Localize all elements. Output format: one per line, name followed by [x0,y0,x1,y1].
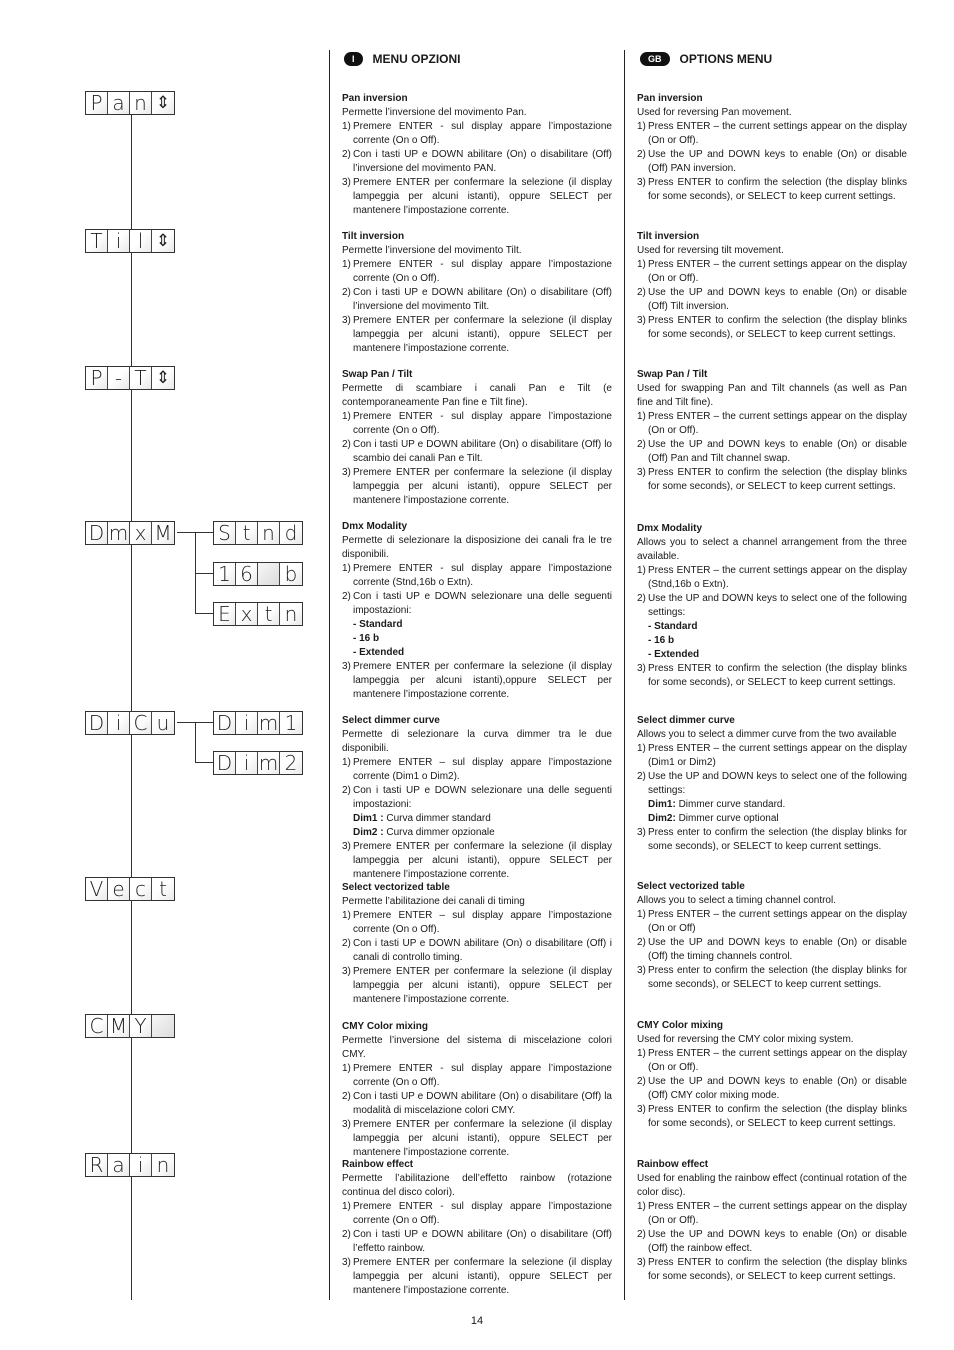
instruction-step: 2) Use the UP and DOWN keys to enable (On) or disable (Off) the rainbow effect. [637,1229,907,1254]
step-list [342,258,612,356]
section-title: Select vectorized table [342,882,450,893]
section-intro: Used for reversing Pan movement. [637,107,792,118]
section-intro: Permette l’inversione del movimento Pan. [342,107,527,118]
section-intro: Permette l’inversione del movimento Tilt. [342,245,522,256]
section-title: Select dimmer curve [637,715,735,726]
section-title: CMY Color mixing [342,1021,428,1032]
lcd-rainbow [85,1153,175,1177]
step-list [342,562,612,618]
step-list [637,742,907,798]
option-item: - 16 b [648,635,675,646]
option-item: - Extended [648,649,700,660]
section-title: Swap Pan / Tilt [637,369,708,380]
section-title: CMY Color mixing [637,1020,723,1031]
lcd-pan [85,91,175,115]
step-list [342,1062,612,1160]
lcd-char: i [130,1154,152,1176]
instruction-step: 1) Press ENTER – the current settings appear on the display (Dim1 or Dim2) [637,743,907,768]
section-intro: Permette di selezionare la disposizione dei canali fra le tre disponibili. [342,535,612,560]
instruction-step: 2) Use the UP and DOWN keys to enable (On) or disable (Off) Tilt inversion. [637,287,907,312]
option-item: - Standard [648,621,698,632]
it-section-dimmer [342,714,612,882]
instruction-step: 3) Premere ENTER per confermare la selezione (il display lampeggia per alcuni istanti), oppure SELECT per mantenere l’impostazione corrente. [342,966,612,1005]
step-list [637,908,907,992]
lcd-char: x [236,603,258,625]
lcd-blank-cell [152,1015,174,1037]
step-list [342,840,612,882]
english-header [640,52,772,66]
instruction-step: 2) Use the UP and DOWN keys to enable (On) or disable (Off) CMY color mixing mode. [637,1076,907,1101]
lcd-char: a [108,92,130,114]
lcd-blank-cell [258,563,280,585]
en-section-vector [637,880,907,992]
en-section-swap [637,368,907,494]
lcd-char: 6 [236,563,258,585]
lcd-vectorized [85,877,175,901]
instruction-step: 3) Press ENTER to confirm the selection (the display blinks for some seconds), or SELECT to keep current settings. [637,1104,907,1129]
instruction-step: 2) Use the UP and DOWN keys to enable (On) or disable (Off) PAN inversion. [637,149,907,174]
instruction-step: 3) Press ENTER to confirm the selection (the display blinks for some seconds), or SELECT to keep current settings. [637,663,907,688]
section-title: Rainbow effect [637,1159,709,1170]
instruction-step: 2) Use the UP and DOWN keys to enable (On) or disable (Off) Pan and Tilt channel swap. [637,439,907,464]
instruction-step: 2) Con i tasti UP e DOWN abilitare (On) o disabilitare (Off) lo scambio dei canali Pan e Tilt. [342,439,612,464]
lcd-char: 1 [214,563,236,585]
lcd-standard [213,521,303,545]
option-item: - Standard [353,619,403,630]
it-section-cmy [342,1020,612,1160]
lcd-pan-tilt-swap [85,366,175,390]
definition-item: Dim2 : Curva dimmer opzionale [353,827,495,838]
instruction-step: 3) Premere ENTER per confermare la selezione (il display lampeggia per alcuni istanti),oppure SELECT per mantenere l’impostazione corrente. [342,661,612,700]
lcd-char: 2 [280,752,302,774]
italian-header [344,52,461,66]
lcd-cmy [85,1014,175,1038]
instruction-step: 3) Press ENTER to confirm the selection (the display blinks for some seconds), or SELECT to keep current settings. [637,467,907,492]
step-list [342,660,612,702]
step-list [637,564,907,620]
instruction-step: 3) Press enter to confirm the selection (the display blinks for some seconds), or SELECT to keep current settings. [637,965,907,990]
lcd-char: i [108,230,130,252]
section-title: Tilt inversion [637,231,700,242]
section-title: Select vectorized table [637,881,745,892]
lcd-char: n [152,1154,174,1176]
lcd-char: T [130,367,152,389]
it-section-pan [342,92,612,218]
instruction-step: 1) Press ENTER – the current settings appear on the display (Stnd,16b o Extn). [637,565,907,590]
instruction-step: 2) Con i tasti UP e DOWN abilitare (On) o disabilitare (Off) i canali di controllo timing. [342,938,612,963]
english-badge: GB [640,52,670,66]
lcd-char: i [108,712,130,734]
step-list [342,1200,612,1298]
instruction-step: 2) Con i tasti UP e DOWN abilitare (On) o disabilitare (Off) la modalità di miscelazione colori CMY. [342,1091,612,1116]
lcd-char: m [108,521,129,545]
lcd-char: n [258,522,280,544]
dmx-branch-16b [195,573,213,574]
lcd-char: t [152,878,174,900]
step-list [637,120,907,204]
en-section-cmy [637,1019,907,1131]
lcd-char: D [214,712,236,734]
section-intro: Allows you to select a timing channel control. [637,895,836,906]
lcd-char: E [214,603,236,625]
lcd-char: Y [130,1015,152,1037]
instruction-step: 2) Use the UP and DOWN keys to enable (On) or disable (Off) the timing channels control. [637,937,907,962]
lcd-char: 1 [280,712,302,734]
definition-item: Dim2: Dimmer curve optional [648,813,779,824]
section-title: Pan inversion [637,93,703,104]
instruction-step: 3) Premere ENTER per confermare la selezione (il display lampeggia per alcuni istanti), oppure SELECT per mantenere l’impostazione corrente. [342,1257,612,1296]
option-item: - 16 b [353,633,380,644]
step-list [342,120,612,218]
lcd-dimmer-curve [85,711,175,735]
section-title: Swap Pan / Tilt [342,369,413,380]
italian-badge: I [344,52,363,66]
instruction-step: 2) Use the UP and DOWN keys to select one of the following settings: [637,771,907,796]
en-section-rainbow [637,1158,907,1284]
diagram-connector-line [131,113,132,1300]
lcd-char: n [130,92,152,114]
lcd-char: T [86,230,108,252]
instruction-step: 3) Press enter to confirm the selection (the display blinks for some seconds), or SELECT to keep current settings. [637,827,907,852]
step-list [637,1200,907,1284]
section-title: Pan inversion [342,93,408,104]
lcd-char: V [86,878,108,900]
up-down-arrows-icon: ⇕ [152,367,174,389]
section-intro: Used for swapping Pan and Tilt channels (as well as Pan fine and Tilt fine). [637,383,907,408]
lcd-char: - [108,367,130,389]
instruction-step: 2) Con i tasti UP e DOWN abilitare (On) o disabilitare (Off) l’inversione del movimento PAN. [342,149,612,174]
instruction-step: 2) Con i tasti UP e DOWN abilitare (On) o disabilitare (Off) l’inversione del movimento Tilt. [342,287,612,312]
it-section-vector [342,881,612,1007]
lcd-char: C [130,712,152,734]
instruction-step: 1) Premere ENTER - sul display appare l’impostazione corrente (Stnd,16b o Extn). [342,563,612,588]
dim-branch-dim2 [195,762,213,763]
lcd-char: D [214,752,236,774]
column-divider-left [329,50,330,1300]
section-intro: Allows you to select a channel arrangement from the three available. [637,537,907,562]
lcd-char: D [86,522,108,544]
lcd-char: d [280,522,302,544]
lcd-dim1 [213,711,303,735]
italian-title: MENU OPZIONI [372,52,461,66]
lcd-char: n [280,603,302,625]
instruction-step: 3) Premere ENTER per confermare la selezione (il display lampeggia per alcuni istanti), oppure SELECT per mantenere l’impostazione corrente. [342,1119,612,1158]
definition-item: Dim1: Dimmer curve standard. [648,799,786,810]
section-intro: Used for enabling the rainbow effect (continual rotation of the color disc). [637,1173,907,1198]
dmx-branch-extn [195,613,213,614]
instruction-step: 1) Premere ENTER – sul display appare l’impostazione corrente (On o Off). [342,910,612,935]
instruction-step: 1) Premere ENTER - sul display appare l’impostazione corrente (On o Off). [342,1063,612,1088]
section-title: Dmx Modality [342,521,408,532]
instruction-step: 2) Con i tasti UP e DOWN abilitare (On) o disabilitare (Off) l’effetto rainbow. [342,1229,612,1254]
instruction-step: 3) Press ENTER to confirm the selection (the display blinks for some seconds), or SELECT to keep current settings. [637,1257,907,1282]
en-section-dmx [637,522,907,690]
section-intro: Used for reversing the CMY color mixing system. [637,1034,854,1045]
lcd-char: M [152,522,174,544]
en-section-tilt [637,230,907,342]
instruction-step: 1) Premere ENTER - sul display appare l’impostazione corrente (On o Off). [342,121,612,146]
lcd-char: m [258,711,279,735]
section-intro: Permette di selezionare la curva dimmer tra le due disponibili. [342,729,612,754]
instruction-step: 3) Premere ENTER per confermare la selezione (il display lampeggia per alcuni istanti), oppure SELECT per mantenere l’impostazione corrente. [342,841,612,880]
lcd-char: t [258,603,280,625]
lcd-char: C [86,1015,108,1037]
step-list [342,756,612,812]
it-section-tilt [342,230,612,356]
lcd-char: i [236,752,258,774]
lcd-dmx-modality [85,521,175,545]
instruction-step: 1) Press ENTER – the current settings appear on the display (On or Off). [637,411,907,436]
en-section-dimmer [637,714,907,854]
lcd-char: u [152,712,174,734]
lcd-char: c [130,878,152,900]
instruction-step: 2) Con i tasti UP e DOWN selezionare una delle seguenti impostazioni: [342,591,612,616]
lcd-char: P [86,367,108,389]
up-down-arrows-icon: ⇕ [152,230,174,252]
lcd-char: t [236,522,258,544]
it-section-dmx [342,520,612,702]
instruction-step: 2) Con i tasti UP e DOWN selezionare una delle seguenti impostazioni: [342,785,612,810]
lcd-char: D [86,712,108,734]
section-intro: Permette l’inversione del sistema di miscelazione colori CMY. [342,1035,612,1060]
instruction-step: 1) Premere ENTER - sul display appare l’impostazione corrente (On o Off). [342,1201,612,1226]
step-list [342,410,612,508]
column-divider-right [624,50,625,1300]
instruction-step: 1) Premere ENTER - sul display appare l’impostazione corrente (On o Off). [342,411,612,436]
section-title: Rainbow effect [342,1159,414,1170]
lcd-char: m [258,751,279,775]
instruction-step: 1) Press ENTER – the current settings appear on the display (On or Off). [637,121,907,146]
section-title: Tilt inversion [342,231,405,242]
lcd-char: a [108,1154,130,1176]
step-list [637,258,907,342]
step-list [637,662,907,690]
section-intro: Permette di scambiare i canali Pan e Tilt (e contemporaneamente Pan fine e Tilt fine). [342,383,612,408]
up-down-arrows-icon: ⇕ [152,92,174,114]
instruction-step: 3) Press ENTER to confirm the selection (the display blinks for some seconds), or SELECT to keep current settings. [637,177,907,202]
step-list [637,826,907,854]
definition-item: Dim1 : Curva dimmer standard [353,813,491,824]
option-item: - Extended [353,647,405,658]
instruction-step: 3) Premere ENTER per confermare la selezione (il display lampeggia per alcuni istanti), oppure SELECT per mantenere l’impostazione corrente. [342,315,612,354]
lcd-char: x [130,522,152,544]
step-list [637,410,907,494]
lcd-char: l [130,230,152,252]
step-list [342,909,612,1007]
it-section-rainbow [342,1158,612,1298]
instruction-step: 3) Press ENTER to confirm the selection (the display blinks for some seconds), or SELECT to keep current settings. [637,315,907,340]
lcd-char: e [108,878,130,900]
lcd-extended [213,602,303,626]
step-list [637,1047,907,1131]
lcd-char: M [108,1015,130,1037]
instruction-step: 1) Press ENTER – the current settings appear on the display (On or Off). [637,1201,907,1226]
lcd-char: i [236,712,258,734]
lcd-char: P [86,92,108,114]
lcd-tilt [85,229,175,253]
instruction-step: 1) Premere ENTER - sul display appare l’impostazione corrente (On o Off). [342,259,612,284]
instruction-step: 1) Premere ENTER – sul display appare l’impostazione corrente (Dim1 o Dim2). [342,757,612,782]
section-intro: Permette l’abilitazione dell’effetto rainbow (rotazione continua del disco colori). [342,1173,612,1198]
lcd-char: R [86,1154,108,1176]
lcd-char: S [214,522,236,544]
section-title: Dmx Modality [637,523,703,534]
english-title: OPTIONS MENU [679,52,773,66]
lcd-char: b [280,563,302,585]
instruction-step: 3) Premere ENTER per confermare la selezione (il display lampeggia per alcuni istanti), oppure SELECT per mantenere l’impostazione corrente. [342,177,612,216]
instruction-step: 1) Press ENTER – the current settings appear on the display (On or Off). [637,259,907,284]
lcd-dim2 [213,751,303,775]
instruction-step: 1) Press ENTER – the current settings appear on the display (On or Off). [637,1048,907,1073]
instruction-step: 2) Use the UP and DOWN keys to select one of the following settings: [637,593,907,618]
section-intro: Used for reversing tilt movement. [637,245,784,256]
instruction-step: 1) Press ENTER – the current settings appear on the display (On or Off) [637,909,907,934]
en-section-pan [637,92,907,204]
section-intro: Allows you to select a dimmer curve from the two available [637,729,897,740]
section-title: Select dimmer curve [342,715,440,726]
instruction-step: 3) Premere ENTER per confermare la selezione (il display lampeggia per alcuni istanti), oppure SELECT per mantenere l’impostazione corrente. [342,467,612,506]
dim-branch-vertical [195,722,196,762]
section-intro: Permette l’abilitazione dei canali di timing [342,896,525,907]
lcd-16b [213,562,303,586]
it-section-swap [342,368,612,508]
page-number: 14 [470,1315,484,1327]
